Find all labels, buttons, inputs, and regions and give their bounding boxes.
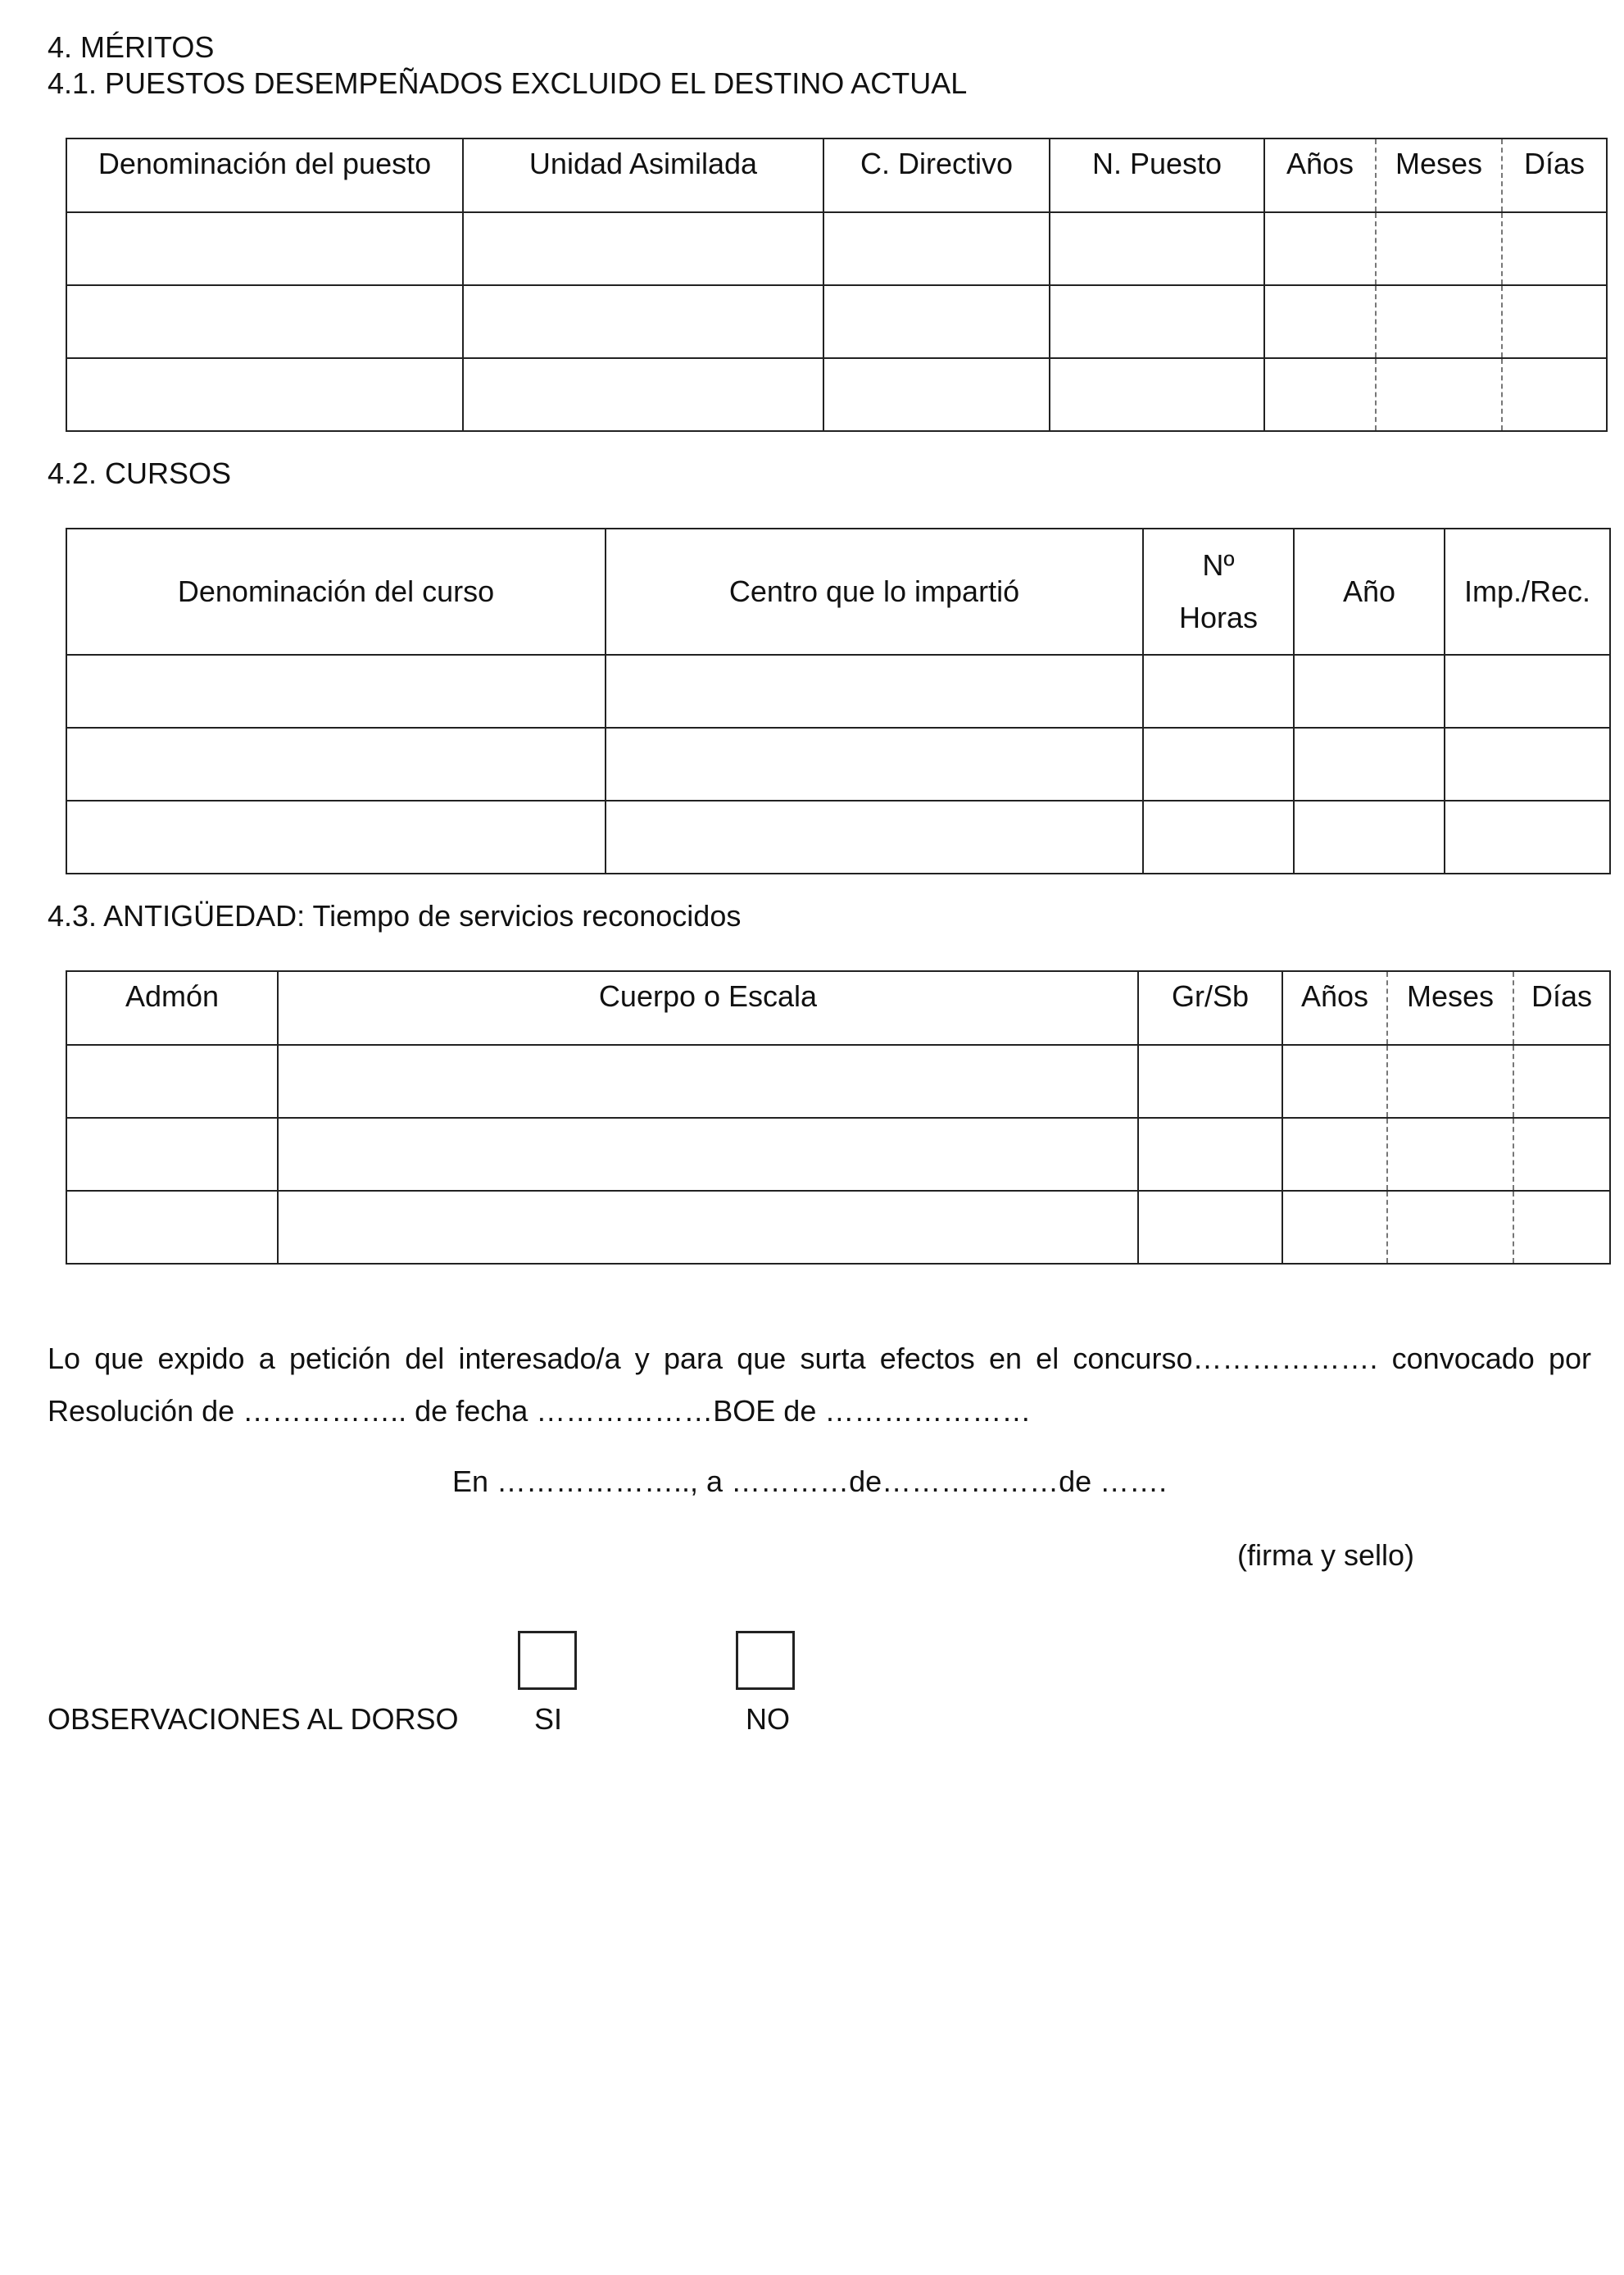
input-cell[interactable] xyxy=(1138,1191,1282,1264)
input-cell[interactable] xyxy=(1143,728,1294,801)
option-si-label: SI xyxy=(534,1702,563,1736)
option-no-label: NO xyxy=(746,1702,790,1736)
input-cell[interactable] xyxy=(278,1045,1138,1118)
input-cell[interactable] xyxy=(1282,1191,1387,1264)
input-cell[interactable] xyxy=(823,285,1050,358)
input-cell[interactable] xyxy=(1445,655,1610,728)
input-cell[interactable] xyxy=(1513,1191,1610,1264)
input-cell[interactable] xyxy=(66,728,606,801)
input-cell[interactable] xyxy=(606,728,1143,801)
input-cell[interactable] xyxy=(1513,1118,1610,1191)
signature-label: (firma y sello) xyxy=(1237,1538,1415,1572)
section-title: 4. MÉRITOS xyxy=(48,30,215,64)
header-horas-label: Horas xyxy=(1178,601,1259,634)
input-cell[interactable] xyxy=(823,358,1050,431)
input-cell[interactable] xyxy=(1445,728,1610,801)
header-admon: Admón xyxy=(66,971,278,1045)
table-row xyxy=(66,1045,1610,1118)
input-cell[interactable] xyxy=(66,1045,278,1118)
puestos-header-row xyxy=(66,138,1607,212)
cursos-title: 4.2. CURSOS xyxy=(48,456,232,490)
header-n-label: Nº xyxy=(1202,548,1235,582)
input-cell[interactable] xyxy=(463,285,823,358)
input-cell[interactable] xyxy=(1502,285,1607,358)
input-cell[interactable] xyxy=(823,212,1050,285)
input-cell[interactable] xyxy=(66,212,463,285)
header-unidad-asimilada: Unidad Asimilada xyxy=(463,138,823,212)
input-cell[interactable] xyxy=(1294,655,1445,728)
input-cell[interactable] xyxy=(606,655,1143,728)
input-cell[interactable] xyxy=(1138,1118,1282,1191)
certification-text: Lo que expido a petición del interesado/a y para que surta efectos en el concurso………………. convocado por Resolución de …………….. de fecha ………………BOE de ………………… xyxy=(48,1342,1591,1428)
table-row xyxy=(66,728,1610,801)
input-cell[interactable] xyxy=(463,358,823,431)
header-anos: Años xyxy=(1264,138,1376,212)
header-dias: Días xyxy=(1502,138,1607,212)
puestos-title: 4.1. PUESTOS DESEMPEÑADOS EXCLUIDO EL DESTINO ACTUAL xyxy=(48,66,968,100)
input-cell[interactable] xyxy=(1050,285,1264,358)
header-anos: Años xyxy=(1282,971,1387,1045)
table-row xyxy=(66,212,1607,285)
input-cell[interactable] xyxy=(1050,358,1264,431)
input-cell[interactable] xyxy=(1376,285,1502,358)
input-cell[interactable] xyxy=(1387,1045,1513,1118)
input-cell[interactable] xyxy=(1264,212,1376,285)
puestos-table xyxy=(66,138,1608,432)
header-imp-rec: Imp./Rec. xyxy=(1445,529,1610,655)
input-cell[interactable] xyxy=(1387,1191,1513,1264)
place-date-line: En ……………….., a …………de………………de ……. xyxy=(452,1464,1168,1498)
header-centro: Centro que lo impartió xyxy=(606,529,1143,655)
table-row xyxy=(66,1191,1610,1264)
cursos-header-row xyxy=(66,529,1610,655)
checkbox-si[interactable] xyxy=(518,1631,577,1690)
input-cell[interactable] xyxy=(463,212,823,285)
input-cell[interactable] xyxy=(1282,1118,1387,1191)
table-row xyxy=(66,285,1607,358)
header-n-horas xyxy=(1143,529,1294,655)
header-meses: Meses xyxy=(1376,138,1502,212)
antiguedad-table xyxy=(66,970,1611,1265)
input-cell[interactable] xyxy=(1050,212,1264,285)
input-cell[interactable] xyxy=(606,801,1143,874)
header-gr-sb: Gr/Sb xyxy=(1138,971,1282,1045)
input-cell[interactable] xyxy=(1376,212,1502,285)
cursos-table xyxy=(66,528,1611,874)
input-cell[interactable] xyxy=(1282,1045,1387,1118)
table-row xyxy=(66,655,1610,728)
input-cell[interactable] xyxy=(1294,801,1445,874)
header-c-directivo: C. Directivo xyxy=(823,138,1050,212)
header-cuerpo-escala: Cuerpo o Escala xyxy=(278,971,1138,1045)
header-n-puesto: N. Puesto xyxy=(1050,138,1264,212)
input-cell[interactable] xyxy=(66,801,606,874)
input-cell[interactable] xyxy=(1445,801,1610,874)
table-row xyxy=(66,358,1607,431)
header-denominacion-curso: Denominación del curso xyxy=(66,529,606,655)
header-ano: Año xyxy=(1294,529,1445,655)
input-cell[interactable] xyxy=(66,1118,278,1191)
input-cell[interactable] xyxy=(278,1191,1138,1264)
checkbox-no[interactable] xyxy=(736,1631,795,1690)
input-cell[interactable] xyxy=(1502,358,1607,431)
table-row xyxy=(66,801,1610,874)
input-cell[interactable] xyxy=(1143,655,1294,728)
input-cell[interactable] xyxy=(66,358,463,431)
input-cell[interactable] xyxy=(1264,358,1376,431)
input-cell[interactable] xyxy=(66,1191,278,1264)
input-cell[interactable] xyxy=(278,1118,1138,1191)
antiguedad-header-row xyxy=(66,971,1610,1045)
header-dias: Días xyxy=(1513,971,1610,1045)
header-denominacion-puesto: Denominación del puesto xyxy=(66,138,463,212)
input-cell[interactable] xyxy=(1294,728,1445,801)
input-cell[interactable] xyxy=(1264,285,1376,358)
input-cell[interactable] xyxy=(1513,1045,1610,1118)
antiguedad-title: 4.3. ANTIGÜEDAD: Tiempo de servicios reconocidos xyxy=(48,899,742,933)
input-cell[interactable] xyxy=(1502,212,1607,285)
input-cell[interactable] xyxy=(66,285,463,358)
header-meses: Meses xyxy=(1387,971,1513,1045)
input-cell[interactable] xyxy=(66,655,606,728)
input-cell[interactable] xyxy=(1387,1118,1513,1191)
input-cell[interactable] xyxy=(1138,1045,1282,1118)
input-cell[interactable] xyxy=(1376,358,1502,431)
observaciones-label: OBSERVACIONES AL DORSO xyxy=(48,1702,459,1736)
input-cell[interactable] xyxy=(1143,801,1294,874)
table-row xyxy=(66,1118,1610,1191)
